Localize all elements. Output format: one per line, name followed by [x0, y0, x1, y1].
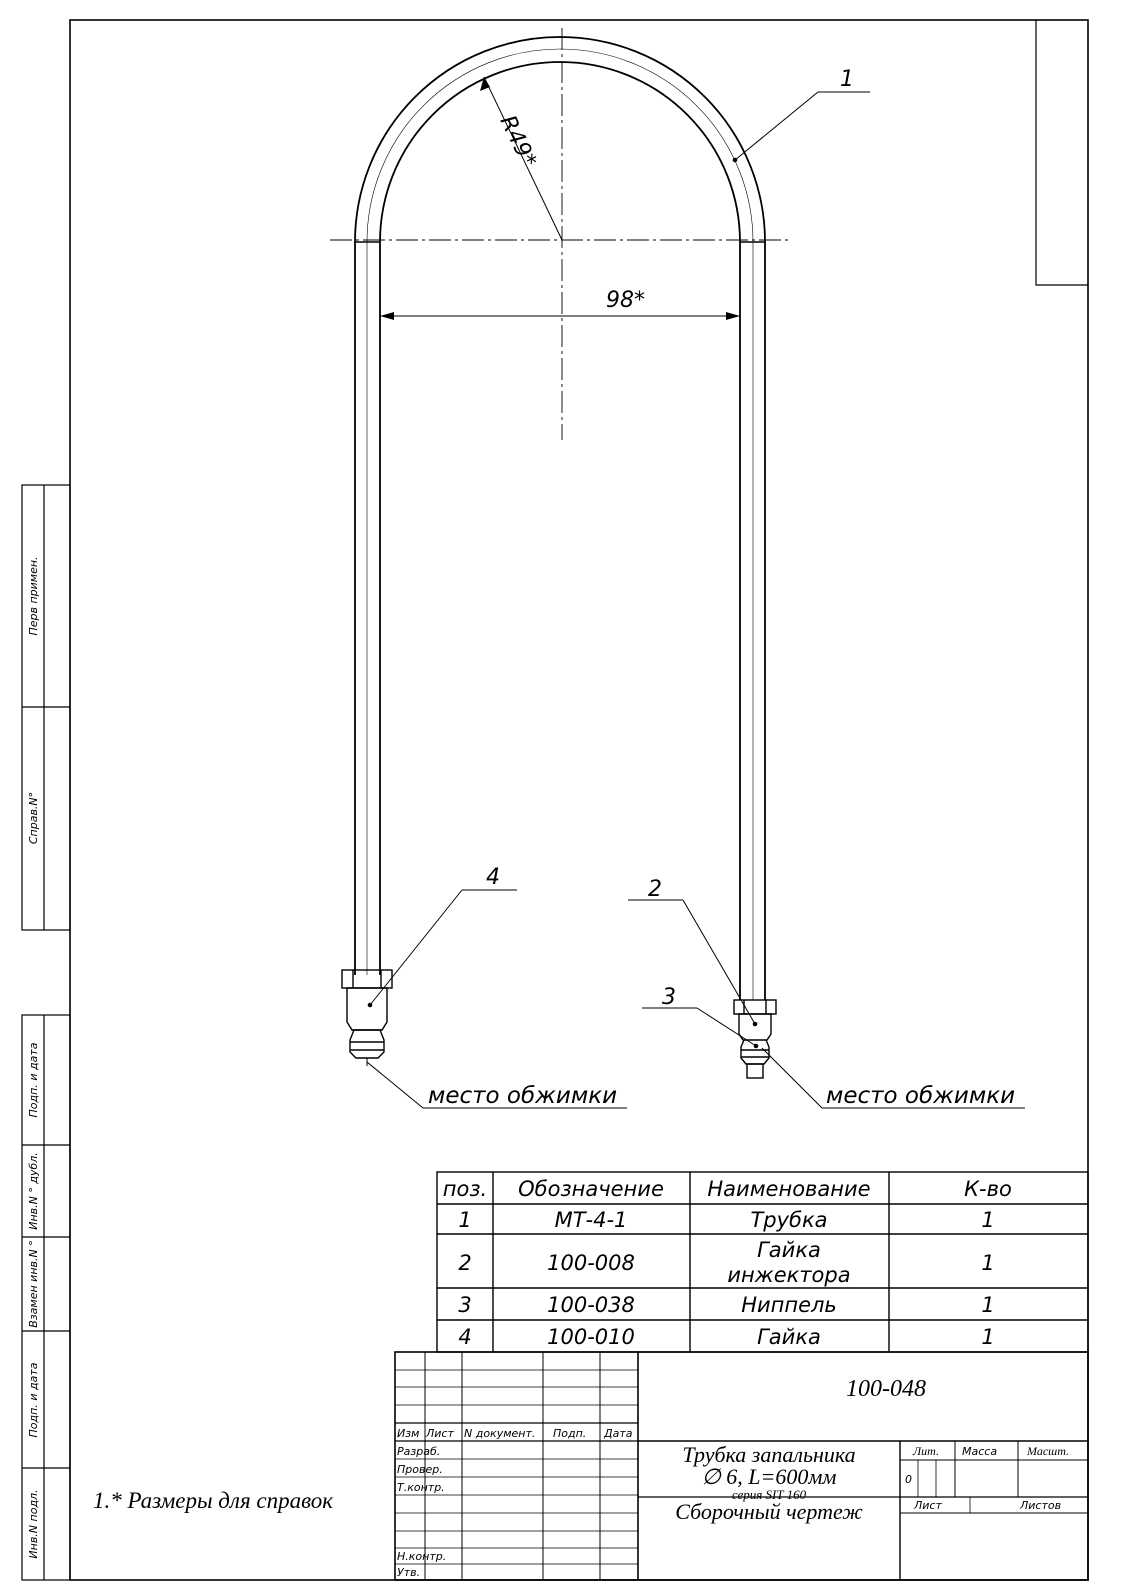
title-line-1: Трубка запальника — [682, 1442, 856, 1467]
right-fitting — [734, 1000, 776, 1078]
spec-row-4-code: 100-010 — [547, 1325, 635, 1349]
leaders — [367, 92, 1025, 1108]
spec-row-1-code: МТ-4-1 — [554, 1208, 628, 1232]
label-perv-primen: Перв примен. — [27, 556, 40, 636]
spec-row-2-qty: 1 — [981, 1251, 995, 1275]
width-dimension — [380, 312, 740, 320]
spec-header-code: Обозначение — [518, 1177, 664, 1201]
spec-row-1-qty: 1 — [981, 1208, 995, 1232]
crimp-label-left: место обжимки — [428, 1083, 618, 1109]
spec-row-4-pos: 4 — [458, 1325, 472, 1349]
spec-table — [443, 1177, 1012, 1349]
spec-header-qty: К-во — [964, 1177, 1012, 1201]
spec-header-name: Наименование — [707, 1177, 871, 1201]
label-vzamen: Взамен инв.N ° — [27, 1240, 40, 1328]
callout-3: 3 — [662, 985, 676, 1010]
label-podp-data-1: Подп. и дата — [27, 1042, 40, 1118]
spec-row-2-name2: инжектора — [727, 1263, 851, 1287]
spec-row-2-name: Гайка — [757, 1238, 821, 1262]
tube-assembly — [355, 37, 765, 1000]
width-label: 98* — [606, 288, 645, 313]
spec-row-3-name: Ниппель — [741, 1293, 837, 1317]
tb-listov: Листов — [1020, 1499, 1062, 1512]
spec-row-3-pos: 3 — [458, 1293, 472, 1317]
spec-header-pos: поз. — [442, 1177, 488, 1201]
label-inv-podl: Инв.N подл. — [27, 1489, 40, 1559]
reference-note: 1.* Размеры для справок — [93, 1488, 334, 1513]
tb-row-prover: Провер. — [397, 1463, 443, 1476]
spec-row-2-code: 100-008 — [547, 1251, 635, 1275]
crimp-label-right: место обжимки — [826, 1083, 1016, 1109]
tb-row-tkontr: Т.контр. — [397, 1481, 445, 1494]
radius-label: R49* — [494, 111, 541, 172]
spec-row-2-pos: 2 — [458, 1251, 472, 1275]
tb-list: Лист — [914, 1499, 942, 1512]
tb-lit-value: 0 — [905, 1473, 912, 1486]
tb-row-razrab: Разраб. — [397, 1445, 441, 1458]
tb-row-utv: Утв. — [397, 1566, 421, 1579]
spec-row-4-name: Гайка — [757, 1325, 821, 1349]
title-line-4: Сборочный чертеж — [675, 1499, 863, 1524]
title-line-3: серия SIT 160 — [731, 1487, 807, 1502]
tb-row-nkontr: Н.контр. — [397, 1550, 447, 1563]
tb-massa: Масса — [962, 1445, 998, 1458]
label-sprav-no: Справ.N° — [27, 791, 40, 845]
tb-lit: Лит. — [913, 1444, 939, 1458]
title-line-2: ∅ 6, L=600мм — [701, 1464, 837, 1489]
doc-number: 100-048 — [846, 1376, 926, 1402]
tb-col-list: Лист — [426, 1427, 454, 1440]
tb-masht: Масшт. — [1027, 1444, 1070, 1458]
spec-row-4-qty: 1 — [981, 1325, 995, 1349]
tb-col-podp: Подп. — [553, 1427, 587, 1440]
tb-col-izm: Изм — [397, 1427, 420, 1440]
left-fitting — [342, 970, 392, 1066]
callout-1: 1 — [840, 67, 854, 92]
center-lines — [330, 28, 790, 440]
tb-col-doc: N документ. — [464, 1427, 536, 1440]
label-inv-dubl: Инв.N ° дубл. — [27, 1152, 40, 1230]
tb-col-data: Дата — [604, 1427, 633, 1440]
label-podp-data-2: Подп. и дата — [27, 1362, 40, 1438]
spec-row-3-qty: 1 — [981, 1293, 995, 1317]
callout-labels — [486, 67, 854, 1010]
callout-2: 2 — [648, 877, 662, 902]
callout-4: 4 — [486, 865, 500, 890]
spec-row-1-pos: 1 — [458, 1208, 472, 1232]
spec-row-1-name: Трубка — [750, 1208, 828, 1232]
spec-row-3-code: 100-038 — [547, 1293, 635, 1317]
